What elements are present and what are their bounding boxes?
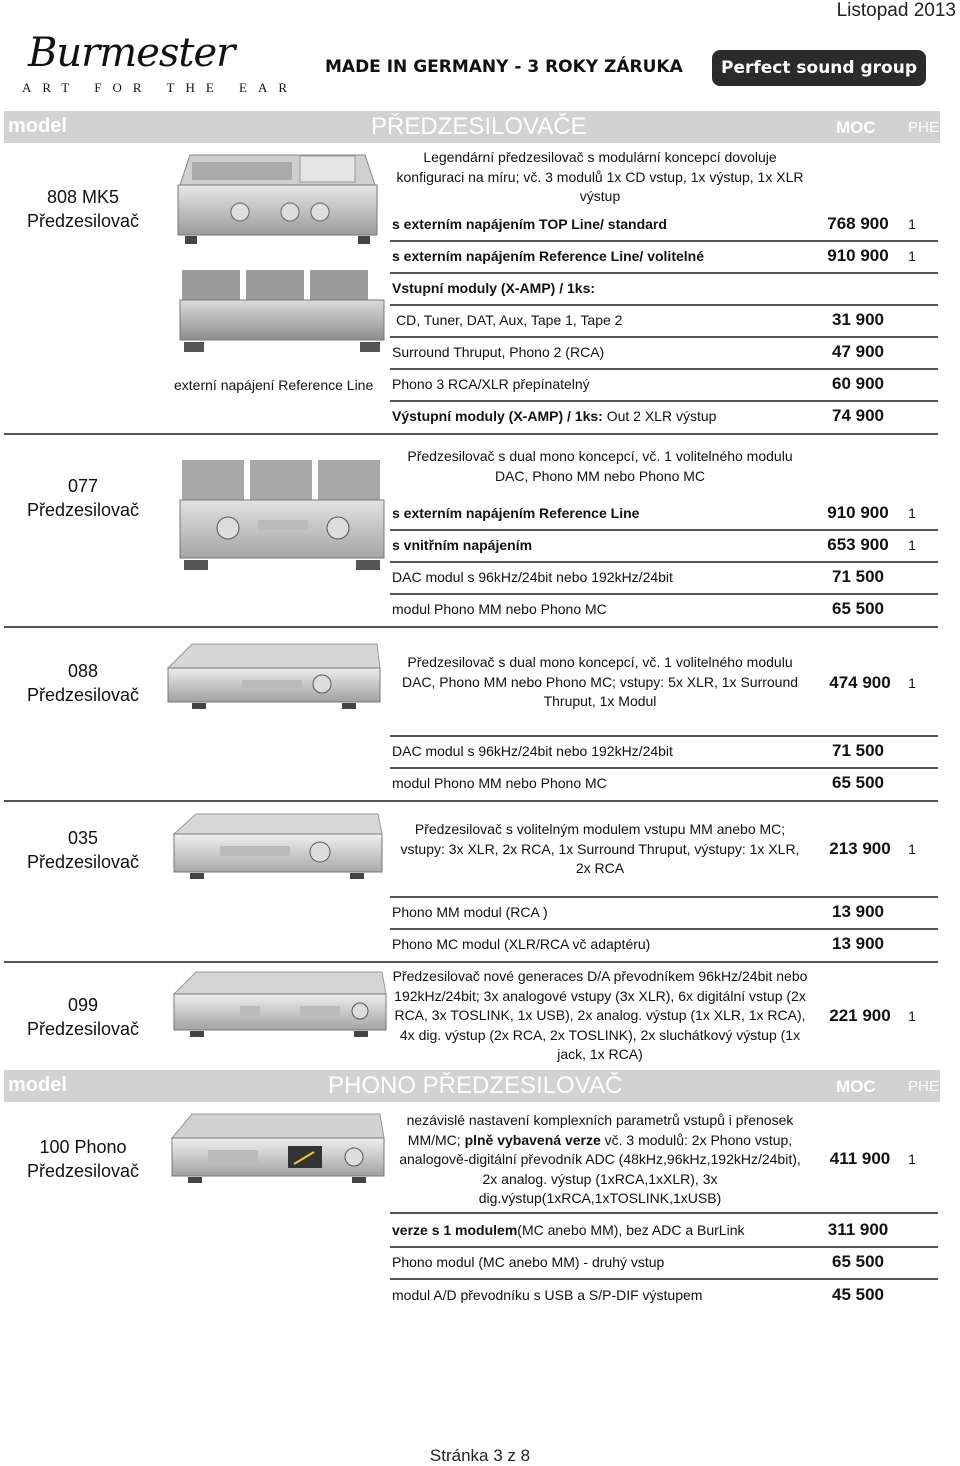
- model-type: Předzesilovač: [26, 852, 140, 872]
- model-number: 035: [67, 828, 99, 848]
- price-088: 474 900: [829, 673, 891, 692]
- product-description-088: Předzesilovač s dual mono koncepcí, vč. 1 volitelného modulu DAC, Phono MM nebo Phono MC; vstupy: 5x XLR, 1x Surround Thruput, 1x Modul: [401, 654, 799, 709]
- price-row: [390, 1214, 938, 1248]
- col-moc: MOC: [836, 1077, 876, 1096]
- row-price: 71 500: [832, 741, 884, 760]
- row-price: 31 900: [832, 310, 884, 329]
- price-row-spacer: [390, 864, 938, 898]
- logo-subtitle: ART FOR THE EAR: [22, 80, 299, 95]
- row-label: DAC modul s 96kHz/24bit nebo 192kHz/24bit: [392, 743, 673, 759]
- row-label: [392, 408, 716, 424]
- page-footer: Stránka 3 z 8: [429, 1446, 531, 1465]
- row-label: DAC modul s 96kHz/24bit nebo 192kHz/24bit: [392, 569, 673, 585]
- row-price: 13 900: [832, 902, 884, 921]
- qty-035: 1: [908, 841, 916, 857]
- price-row: [390, 529, 938, 563]
- row-price: 65 500: [832, 599, 884, 618]
- model-type: Předzesilovač: [26, 211, 140, 231]
- model-number: 099: [67, 995, 99, 1015]
- product-description-035: Předzesilovač s volitelným modulem vstupu MM anebo MC; vstupy: 3x XLR, 2x RCA, 1x Surround Thruput, výstupy: 1x XLR, 2x RCA: [400, 821, 800, 876]
- qty-099: 1: [908, 1008, 916, 1024]
- row-price: 653 900: [827, 535, 889, 554]
- price-row-spacer: [390, 703, 938, 737]
- product-image-808: [170, 150, 385, 250]
- price-row: [390, 593, 938, 625]
- model-100: [4, 1135, 162, 1183]
- row-label: s externím napájením Reference Line: [392, 505, 640, 521]
- product-image-099: [170, 968, 388, 1040]
- model-type: Předzesilovač: [26, 500, 140, 520]
- price-099: 221 900: [829, 1006, 891, 1025]
- section-divider: [4, 800, 938, 802]
- header-tagline: MADE IN GERMANY - 3 ROKY ZÁRUKA: [325, 57, 683, 77]
- col-model: model: [8, 115, 67, 137]
- model-type: Předzesilovač: [26, 685, 140, 705]
- desc-bold-part: plně vybavená verze: [464, 1131, 601, 1148]
- row-label: s vnitřním napájením: [392, 537, 533, 553]
- perfect-sound-group-logo: Perfect sound group: [712, 50, 926, 86]
- row-label: CD, Tuner, DAT, Aux, Tape 1, Tape 2: [396, 312, 623, 328]
- price-row: [390, 928, 938, 960]
- model-type: Předzesilovač: [26, 1161, 140, 1181]
- row-price: 910 900: [827, 503, 889, 522]
- row-label: Phono modul (MC anebo MM) - druhý vstup: [392, 1254, 665, 1270]
- price-row: [390, 208, 938, 242]
- section-divider: [4, 626, 938, 628]
- model-808: [4, 185, 162, 233]
- product-image-077: [178, 458, 386, 576]
- price-row: [390, 400, 938, 432]
- desc-part-c: vč. 3 modulů: 2x Phono vstup, analogově-digitální převodník ADC (48kHz,96kHz,192kHz/24bit), 2x analog. výstup (1xRCA,1xXLR), 3x dig.výstup(1xRCA,1xTOSLINK,1xUSB): [399, 1131, 801, 1206]
- logo-script: Burmester: [28, 30, 235, 76]
- row-label: Vstupní moduly (X-AMP) / 1ks:: [392, 280, 596, 296]
- row-label: modul Phono MM nebo Phono MC: [392, 775, 607, 791]
- row-price: 768 900: [827, 214, 889, 233]
- section-title: PHONO PŘEDZESILOVAČ: [328, 1072, 623, 1099]
- product-image-088: [162, 640, 384, 712]
- price-row: [390, 561, 938, 595]
- product-description-100: [392, 1111, 808, 1209]
- row-price: 47 900: [832, 342, 884, 361]
- row-label: Phono MM modul (RCA ): [392, 904, 548, 920]
- row-price: 71 500: [832, 567, 884, 586]
- col-model: model: [8, 1074, 67, 1096]
- row-label-rest: (MC anebo MM), bez ADC a BurLink: [517, 1222, 745, 1238]
- row-label: modul Phono MM nebo Phono MC: [392, 601, 607, 617]
- row-price: 45 500: [832, 1285, 884, 1304]
- price-row: [390, 1279, 938, 1311]
- model-number: 100 Phono: [39, 1137, 127, 1157]
- section-divider: [4, 433, 938, 435]
- section-title: PŘEDZESILOVAČE: [371, 113, 587, 140]
- model-035: [4, 826, 162, 874]
- price-row: [390, 767, 938, 799]
- external-power-caption: externí napájení Reference Line: [174, 377, 374, 393]
- row-qty: 1: [908, 216, 916, 232]
- col-moc: MOC: [836, 118, 876, 137]
- section-header-preamps: [4, 111, 940, 143]
- product-image-035: [170, 810, 384, 882]
- section-header-phono: [4, 1070, 940, 1102]
- price-row: [390, 336, 938, 370]
- price-100: 411 900: [829, 1149, 891, 1168]
- row-qty: 1: [908, 248, 916, 264]
- model-number: 088: [67, 661, 99, 681]
- price-row: [390, 272, 938, 306]
- row-label-rest: Out 2 XLR výstup: [602, 408, 717, 424]
- row-label: Phono 3 RCA/XLR přepínatelný: [392, 376, 590, 392]
- product-description-099: Předzesilovač nové generaces D/A převodníkem 96kHz/24bit nebo 192kHz/24bit; 3x analogové vstupy (3x XLR), 6x digitální vstup (2x RCA, 3x TOSLINK, 1x USB), 2x analog. výstup (1x XLR, 1x RCA), 4x dig. výstup (2x RCA, 2x TOSLINK), 2x sluchátkový výstup (1x jack, 1x RCA): [392, 968, 808, 1062]
- row-price: 74 900: [832, 406, 884, 425]
- product-description-077: Předzesilovač s dual mono koncepcí, vč. 1 volitelného modulu DAC, Phono MM nebo Phono MC: [407, 448, 793, 484]
- row-label: modul A/D převodníku s USB a S/P-DIF výstupem: [392, 1287, 703, 1303]
- price-row: [390, 368, 938, 402]
- row-price: 65 500: [832, 773, 884, 792]
- col-phe: PHE: [908, 1078, 939, 1095]
- row-price: 65 500: [832, 1252, 884, 1271]
- model-099: [4, 993, 162, 1041]
- product-description-808: Legendární předzesilovač s modulární koncepcí dovoluje konfiguraci na míru; vč. 3 modulů 1x CD vstup, 1x výstup, 1x XLR výstup: [396, 149, 804, 204]
- row-label: Surround Thruput, Phono 2 (RCA): [392, 344, 605, 360]
- qty-088: 1: [908, 675, 916, 691]
- row-qty: 1: [908, 505, 916, 521]
- price-row: [390, 896, 938, 930]
- price-035: 213 900: [829, 839, 891, 858]
- row-price: 13 900: [832, 934, 884, 953]
- model-077: [4, 474, 162, 522]
- row-price: 910 900: [827, 246, 889, 265]
- desc-part-a: nezávislé nastavení komplexních parametrů vstupů i přenosek MM/MC;: [406, 1112, 794, 1148]
- row-label: [392, 1222, 744, 1238]
- row-label: Phono MC modul (XLR/RCA vč adaptéru): [392, 936, 651, 952]
- price-row: [390, 735, 938, 769]
- burmester-logo: [22, 30, 299, 100]
- row-label: s externím napájením TOP Line/ standard: [392, 216, 667, 232]
- row-label: s externím napájením Reference Line/ volitelné: [392, 248, 704, 264]
- row-price: 60 900: [832, 374, 884, 393]
- power-supply-image-808: [178, 268, 386, 358]
- price-row: [390, 240, 938, 274]
- col-phe: PHE: [908, 119, 939, 136]
- model-number: 077: [67, 476, 99, 496]
- row-price: 311 900: [827, 1220, 889, 1239]
- row-label-bold: verze s 1 modulem: [392, 1222, 518, 1238]
- row-label-bold: Výstupní moduly (X-AMP) / 1ks:: [392, 408, 603, 424]
- product-image-100: [168, 1110, 386, 1188]
- model-088: [4, 659, 162, 707]
- price-row: [390, 1246, 938, 1280]
- qty-100: 1: [908, 1151, 916, 1167]
- model-number: 808 MK5: [46, 187, 120, 207]
- row-qty: 1: [908, 537, 916, 553]
- price-row: [390, 304, 938, 338]
- price-row: [390, 497, 938, 531]
- section-divider: [4, 961, 938, 963]
- model-type: Předzesilovač: [26, 1019, 140, 1039]
- document-date: Listopad 2013: [836, 0, 956, 21]
